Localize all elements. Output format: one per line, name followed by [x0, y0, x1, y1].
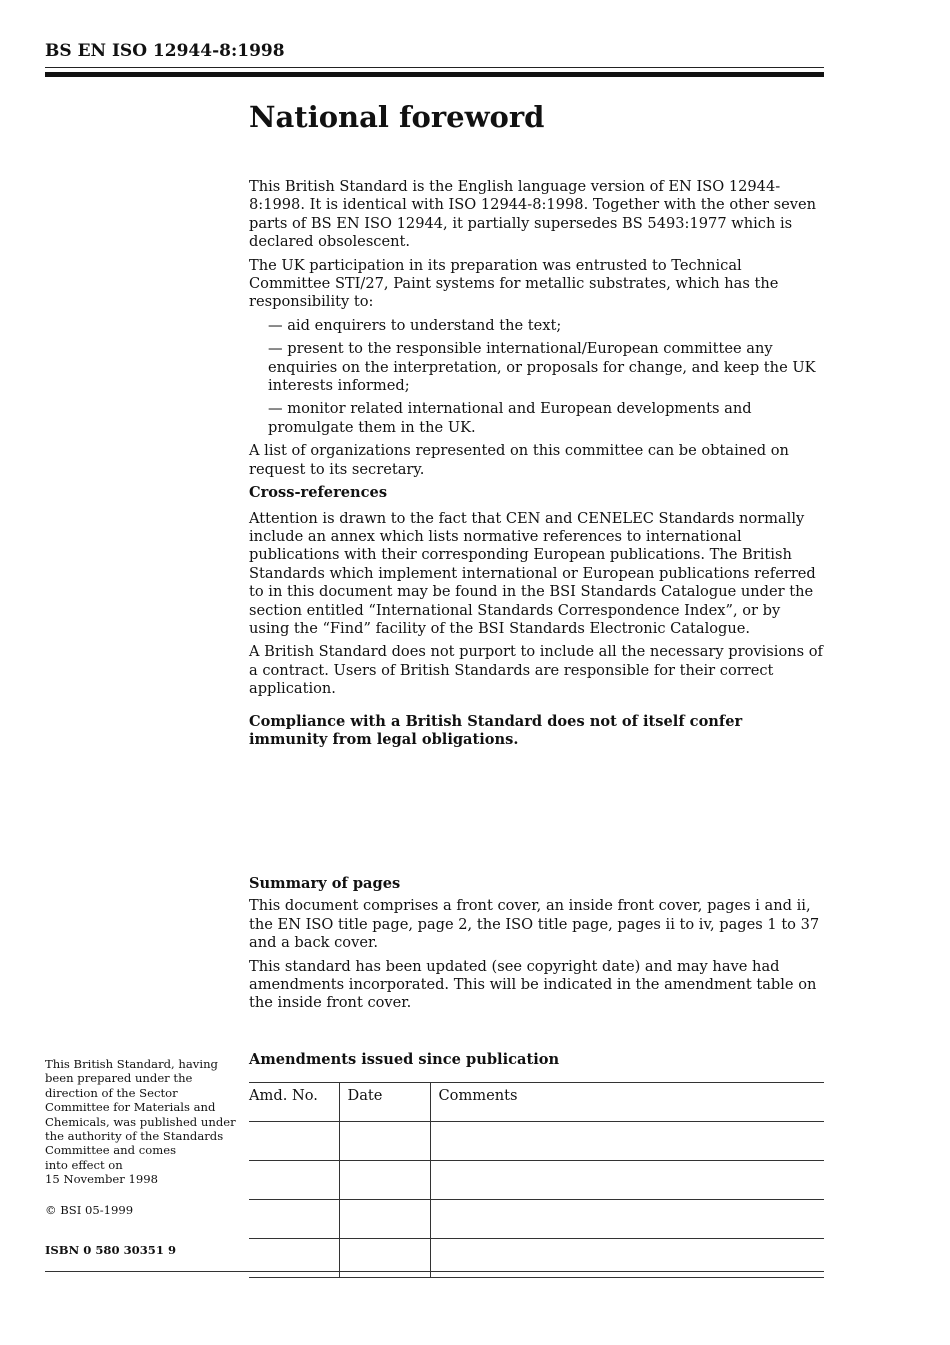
header-rule-thin: [45, 67, 824, 68]
table-cell: [430, 1161, 824, 1200]
sidebar-line: This British Standard, having: [45, 1057, 218, 1071]
summary-paragraph-1: This document comprises a front cover, an inside front cover, pages i and ii, the EN ISO title page, page 2, the ISO title page, pages ii to iv, pages 1 to 37 and a back cover.: [249, 897, 820, 952]
column-header-date: Date: [339, 1083, 430, 1122]
column-header-comments: Comments: [430, 1083, 824, 1122]
table-cell: [339, 1161, 430, 1200]
header-rule-thick: [45, 72, 824, 77]
page-title: National foreword: [249, 100, 545, 134]
table-cell: [249, 1122, 339, 1161]
table-cell: [249, 1200, 339, 1239]
column-header-amd-no: Amd. No.: [249, 1083, 339, 1122]
foreword-paragraph-4: Attention is drawn to the fact that CEN and CENELEC Standards normally include an annex which lists normative references to international publications with their corresponding European publications. The British Standards which implement international or European publications referred to in this document may be found in the BSI Standards Catalogue under the section entitled “International Standards Correspondence Index”, or by using the “Find” facility of the BSI Standards Electronic Catalogue.: [249, 509, 816, 637]
list-item: — present to the responsible international/European committee any enquiries on the interpretation, or proposals for change, and keep the UK interests informed;: [268, 340, 816, 395]
foreword-paragraph-2: The UK participation in its preparation was entrusted to Technical Committee STI/27, Paint systems for metallic substrates, which has the responsibility to:: [249, 256, 779, 311]
foreword-body: [249, 178, 824, 754]
foreword-paragraph-3: A list of organizations represented on this committee can be obtained on request to its secretary.: [249, 442, 789, 478]
summary-of-pages: [249, 875, 824, 1018]
table-row: [249, 1161, 824, 1200]
sidebar-line: Committee and comes: [45, 1143, 177, 1158]
table-row: [249, 1122, 824, 1161]
list-item: — aid enquirers to understand the text;: [268, 316, 562, 334]
amendments-title: Amendments issued since publication: [249, 1051, 560, 1068]
table-cell: [339, 1122, 430, 1161]
sidebar-line: Chemicals, was published under: [45, 1114, 236, 1129]
isbn: ISBN 0 580 30351 9: [45, 1243, 177, 1258]
responsibility-list: [268, 317, 824, 437]
sidebar-line: 15 November 1998: [45, 1172, 158, 1187]
sidebar-line: into effect on: [45, 1157, 123, 1172]
summary-paragraph-2: This standard has been updated (see copyright date) and may have had amendments incorporated. This will be indicated in the amendment table on the inside front cover.: [249, 957, 817, 1012]
foreword-paragraph-1: This British Standard is the English language version of EN ISO 12944-8:1998. It is identical with ISO 12944-8:1998. Together with the other seven parts of BS EN ISO 12944, it partially supersedes BS 5493:1977 which is declared obsolescent.: [249, 178, 817, 251]
sidebar-line: direction of the Sector: [45, 1085, 178, 1100]
table-cell: [249, 1161, 339, 1200]
table-header-row: [249, 1083, 824, 1122]
table-row: [249, 1200, 824, 1239]
footer-rule: [45, 1271, 824, 1272]
cross-references-heading: Cross-references: [249, 484, 388, 502]
sidebar-line: the authority of the Standards: [45, 1129, 224, 1144]
amendments-table: [249, 1082, 824, 1278]
table-cell: [339, 1200, 430, 1239]
sidebar-line: been prepared under the: [45, 1071, 193, 1086]
table-cell: [430, 1122, 824, 1161]
summary-heading: Summary of pages: [249, 875, 401, 892]
list-item: — monitor related international and European developments and promulgate them in the UK.: [268, 400, 752, 436]
compliance-statement: Compliance with a British Standard does not of itself confer immunity from legal obligations.: [249, 712, 743, 748]
table-cell: [430, 1200, 824, 1239]
foreword-paragraph-5: A British Standard does not purport to include all the necessary provisions of a contract. Users of British Standards are responsible for their correct application.: [249, 643, 823, 698]
document-code: BS EN ISO 12944-8:1998: [45, 41, 285, 61]
publication-sidebar: [45, 1057, 240, 1257]
sidebar-line: Committee for Materials and: [45, 1100, 216, 1115]
copyright: © BSI 05-1999: [45, 1202, 134, 1217]
